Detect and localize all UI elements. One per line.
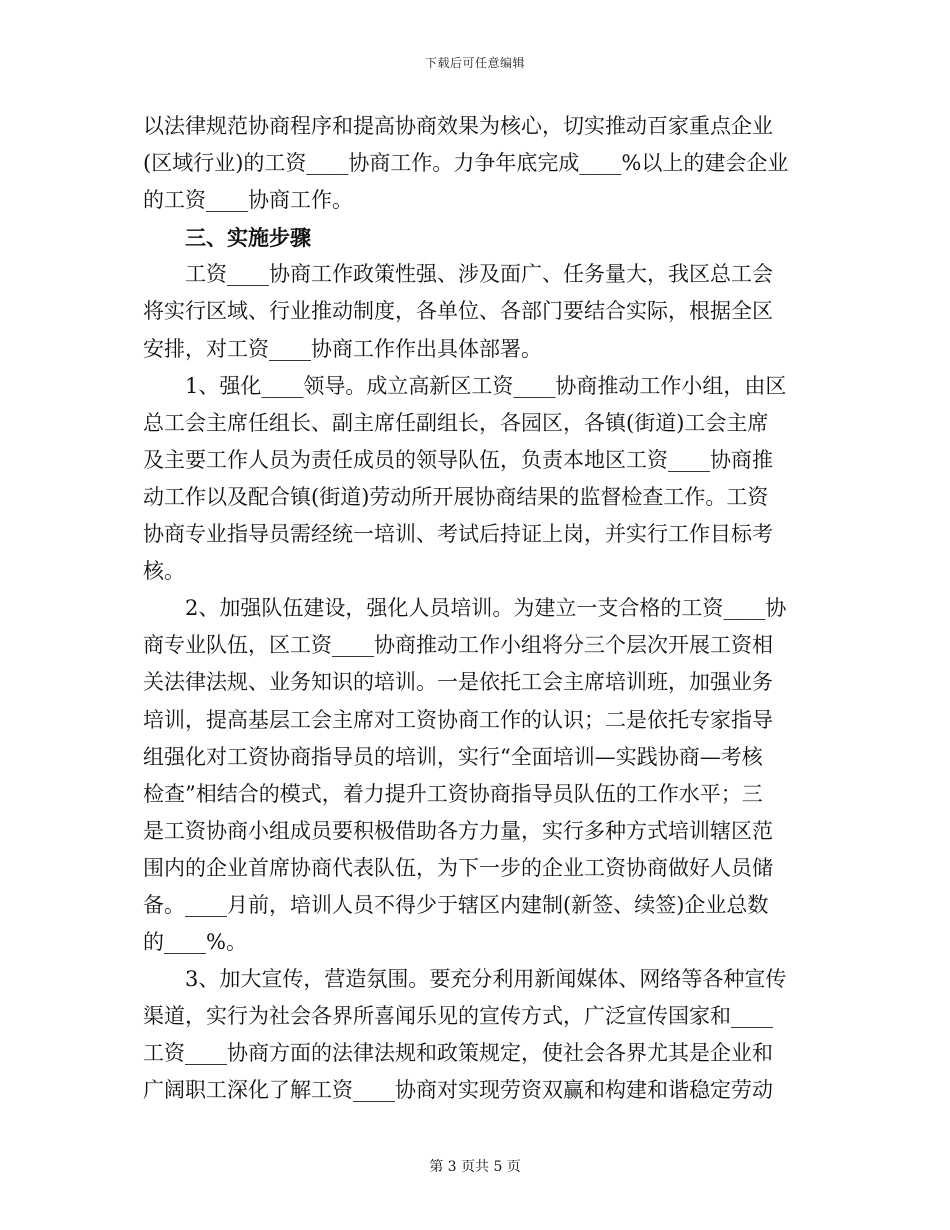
body-line: (区域行业)的工资____协商工作。力争年底完成____%以上的建会企业 [143,151,789,176]
body-line: 将实行区域、行业推动制度，各单位、各部门要结合实际，根据全区 [143,299,773,324]
body-line: 协商专业指导员需经统一培训、考试后持证上岗，并实行工作目标考 [143,522,773,547]
section-heading: 三、实施步骤 [185,225,311,251]
body-line: 组强化对工资协商指导员的培训，实行“全面培训—实践协商—考核 [143,744,763,769]
body-line: 动工作以及配合镇(街道)劳动所开展协商结果的监督检查工作。工资 [143,484,769,509]
body-line: 的____%。 [143,930,247,955]
page-footer: 第 3 页共 5 页 [429,1159,521,1175]
body-line: 检查”相结合的模式，着力提升工资协商指导员队伍的工作水平；三 [143,781,763,806]
body-line: 渠道，实行为社会各界所喜闻乐见的宣传方式，广泛宣传国家和____ [143,1004,773,1029]
body-line: 1、强化____领导。成立高新区工资____协商推动工作小组，由区 [185,373,787,398]
body-line: 关法律法规、业务知识的培训。一是依托工会主席培训班，加强业务 [143,670,773,695]
body-line: 2、加强队伍建设，强化人员培训。为建立一支合格的工资____协 [185,596,787,621]
body-line: 工资____协商工作政策性强、涉及面广、任务量大，我区总工会 [185,262,773,287]
body-line: 备。____月前，培训人员不得少于辖区内建制(新签、续签)企业总数 [143,892,769,917]
body-line: 的工资____协商工作。 [143,188,353,213]
page-header: 下载后可任意编辑 [424,56,525,70]
body-line: 培训，提高基层工会主席对工资协商工作的认识；二是依托专家指导 [143,707,773,732]
body-line: 广阔职工深化了解工资____协商对实现劳资双赢和构建和谐稳定劳动 [143,1078,773,1103]
body-line: 是工资协商小组成员要积极借助各方力量，实行多种方式培训辖区范 [143,818,773,843]
document-body [143,108,807,1110]
body-line: 及主要工作人员为责任成员的领导队伍，负责本地区工资____协商推 [143,447,773,472]
body-line: 安排，对工资____协商工作作出具体部署。 [143,336,542,361]
body-line: 商专业队伍，区工资____协商推动工作小组将分三个层次开展工资相 [143,633,773,658]
body-line: 围内的企业首席协商代表队伍，为下一步的企业工资协商做好人员储 [143,855,773,880]
body-line: 总工会主席任组长、副主席任副组长，各园区，各镇(街道)工会主席 [143,410,769,435]
body-line: 以法律规范协商程序和提高协商效果为核心，切实推动百家重点企业 [143,114,773,138]
body-line: 核。 [143,559,185,584]
body-line: 工资____协商方面的法律法规和政策规定，使社会各界尤其是企业和 [143,1041,773,1066]
body-line: 3、加大宣传，营造氛围。要充分利用新闻媒体、网络等各种宣传 [185,967,787,992]
